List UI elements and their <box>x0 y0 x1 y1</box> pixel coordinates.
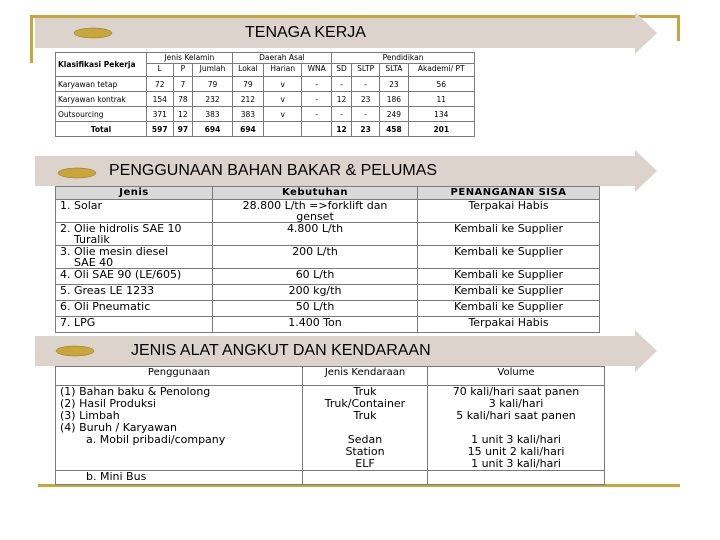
table-cell: 186 <box>380 92 408 107</box>
subheader-cell: L <box>147 64 174 77</box>
volume-cell <box>428 471 605 485</box>
table-cell: 694 <box>193 122 232 137</box>
table-row <box>56 200 600 223</box>
jenis-cell: 6. Oli Pneumatic <box>56 301 213 317</box>
table-row <box>56 386 605 471</box>
banner-title: TENAGA KERJA <box>245 24 366 41</box>
table-tenaga-kerja <box>55 52 475 137</box>
subheader-cell: Harian <box>264 64 302 77</box>
subheader-cell: Lokal <box>232 64 263 77</box>
banner-title: JENIS ALAT ANGKUT DAN KENDARAAN <box>131 342 431 359</box>
table-cell: 23 <box>352 122 380 137</box>
table-cell: - <box>302 107 332 122</box>
table-cell: 23 <box>380 77 408 92</box>
table-cell: 12 <box>173 107 193 122</box>
header-penanganan-sisa: PENANGANAN SISA <box>418 187 600 200</box>
table-cell: - <box>352 107 380 122</box>
kebutuhan-cell: 28.800 L/th =>forklift dan genset <box>213 200 418 223</box>
table-row <box>56 107 475 122</box>
row-label: Outsourcing <box>56 107 147 122</box>
kebutuhan-cell: 1.400 Ton <box>213 317 418 333</box>
header-pendidikan: Pendidikan <box>332 53 475 64</box>
kendaraan-cell <box>303 471 428 485</box>
sisa-cell: Kembali ke Supplier <box>418 285 600 301</box>
table-cell: v <box>264 77 302 92</box>
volume-cell: 70 kali/hari saat panen 3 kali/hari 5 kali/hari saat panen 1 unit 3 kali/hari 15 unit 2 kali/hari 1 unit 3 kali/hari <box>428 386 605 471</box>
table-cell: 597 <box>147 122 174 137</box>
table-cell: v <box>264 107 302 122</box>
subheader-cell: SLTA <box>380 64 408 77</box>
sisa-cell: Kembali ke Supplier <box>418 223 600 246</box>
jenis-cell: 1. Solar <box>56 200 213 223</box>
table-cell: 383 <box>193 107 232 122</box>
kendaraan-cell: Truk Truk/Container Truk Sedan Station ELF <box>303 386 428 471</box>
subheader-cell: SLTP <box>352 64 380 77</box>
table-cell: 72 <box>147 77 174 92</box>
sisa-cell: Kembali ke Supplier <box>418 246 600 269</box>
header-jenis-kendaraan: Jenis Kendaraan <box>303 367 428 386</box>
table-cell: - <box>302 92 332 107</box>
pill-icon <box>57 167 97 179</box>
table-cell: 371 <box>147 107 174 122</box>
subheader-cell: Akademi/ PT <box>408 64 474 77</box>
header-kebutuhan: Kebutuhan <box>213 187 418 200</box>
table-cell: 79 <box>193 77 232 92</box>
jenis-cell: 2. Olie hidrolis SAE 10 Turalik <box>56 223 213 246</box>
table-cell: v <box>264 92 302 107</box>
kebutuhan-cell: 4.800 L/th <box>213 223 418 246</box>
table-cell: - <box>332 107 352 122</box>
table-cell: 154 <box>147 92 174 107</box>
table-cell: 97 <box>173 122 193 137</box>
row-label: Karyawan kontrak <box>56 92 147 107</box>
header-klasifikasi: Klasifikasi Pekerja <box>56 53 147 77</box>
table-cell: 232 <box>193 92 232 107</box>
table-cell: 383 <box>232 107 263 122</box>
frame-left-line <box>30 15 33 63</box>
table-cell: - <box>352 77 380 92</box>
table-cell: 12 <box>332 122 352 137</box>
kebutuhan-cell: 60 L/th <box>213 269 418 285</box>
table-cell: 56 <box>408 77 474 92</box>
row-label: Karyawan tetap <box>56 77 147 92</box>
table-cell: 11 <box>408 92 474 107</box>
table-cell: 694 <box>232 122 263 137</box>
table-cell <box>264 122 302 137</box>
table-cell: 23 <box>352 92 380 107</box>
kebutuhan-cell: 50 L/th <box>213 301 418 317</box>
jenis-cell: 7. LPG <box>56 317 213 333</box>
banner-title: PENGGUNAAN BAHAN BAKAR & PELUMAS <box>109 162 438 179</box>
sisa-cell: Terpakai Habis <box>418 317 600 333</box>
table-cell <box>302 122 332 137</box>
kebutuhan-cell: 200 L/th <box>213 246 418 269</box>
table-row <box>56 92 475 107</box>
subheader-cell: SD <box>332 64 352 77</box>
table-cell: 458 <box>380 122 408 137</box>
table-cell: 249 <box>380 107 408 122</box>
penggunaan-cell: b. Mini Bus <box>56 471 303 485</box>
jenis-cell: 5. Greas LE 1233 <box>56 285 213 301</box>
pill-icon <box>55 345 95 357</box>
table-row-total <box>56 122 475 137</box>
table-cell: - <box>332 77 352 92</box>
jenis-cell: 4. Oli SAE 90 (LE/605) <box>56 269 213 285</box>
header-daerah-asal: Daerah Asal <box>232 53 331 64</box>
jenis-cell: 3. Olie mesin diesel SAE 40 <box>56 246 213 269</box>
subheader-cell: WNA <box>302 64 332 77</box>
table-row <box>56 223 600 246</box>
table-cell: 79 <box>232 77 263 92</box>
table-alat-angkut <box>55 366 605 485</box>
table-cell: 78 <box>173 92 193 107</box>
frame-right-line <box>677 15 680 41</box>
table-cell: 12 <box>332 92 352 107</box>
sisa-cell: Kembali ke Supplier <box>418 269 600 285</box>
table-cell: 134 <box>408 107 474 122</box>
table-cell: 7 <box>173 77 193 92</box>
table-cell: 201 <box>408 122 474 137</box>
subheader-cell: P <box>173 64 193 77</box>
kebutuhan-cell: 200 kg/th <box>213 285 418 301</box>
table-row <box>56 269 600 285</box>
table-cell: - <box>302 77 332 92</box>
table-row <box>56 301 600 317</box>
table-row <box>56 285 600 301</box>
table-row <box>56 77 475 92</box>
table-row <box>56 246 600 269</box>
sisa-cell: Terpakai Habis <box>418 200 600 223</box>
banner-tenaga-kerja <box>35 12 660 54</box>
header-jenis: Jenis <box>56 187 213 200</box>
header-penggunaan: Penggunaan <box>56 367 303 386</box>
row-label: Total <box>56 122 147 137</box>
subheader-cell: Jumlah <box>193 64 232 77</box>
pill-icon <box>73 27 113 39</box>
table-row <box>56 471 605 485</box>
penggunaan-cell: (1) Bahan baku & Penolong (2) Hasil Produksi (3) Limbah (4) Buruh / Karyawan a. Mobil pribadi/company <box>56 386 303 471</box>
table-bahan-bakar <box>55 186 600 333</box>
header-volume: Volume <box>428 367 605 386</box>
header-jenis-kelamin: Jenis Kelamin <box>147 53 233 64</box>
sisa-cell: Kembali ke Supplier <box>418 301 600 317</box>
table-cell: 212 <box>232 92 263 107</box>
